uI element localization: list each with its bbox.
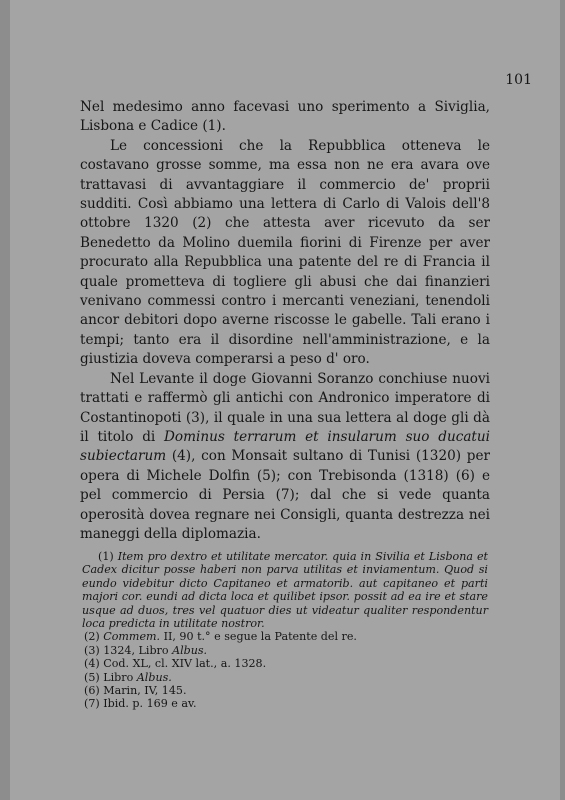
footnote-7-text: Ibid. p. 169 e av. [103,697,197,711]
footnote-6-text: Marin, IV, 145. [103,684,187,698]
footnote-2-number: (2) [84,630,100,644]
footnotes [82,550,488,711]
footnote-2 [82,630,488,643]
footnote-1-text: Item pro dextro et utilitate mercator. quia in Sivilia et Lisbona et Cadex dicitur posse haberi non parva utilitas et inviamentum. Quod si eundo videbitur dicto Capitaneo et armatorib. aut capitaneo et parti majori cor. eundi ad dicta loca et quilibet ipsor. possit ad ea ire et stare usque ad duos, tres vel quatuor dies ut videatur qualiter respondentur loca predicta in utilitate nostror. [82,550,488,631]
main-text [80,98,490,544]
paragraph-3-part-1: Nel Levante il doge Giovanni Soranzo conchiuse nuovi trattati e raffermò gli antichi con Andronico imperatore di Costantinopoti (3), il quale in una sua lettera al doge gli dà il titolo di [80,370,490,445]
footnote-6-number: (6) [84,684,100,698]
footnote-3 [82,644,488,657]
paragraph-3 [80,370,490,545]
footnote-1-number: (1) [98,550,114,563]
footnote-2-text: II, 90 t.° e segue la Patente del re. [160,630,357,644]
page-number: 101 [505,72,532,88]
footnote-3-source: Albus. [172,643,208,657]
footnote-5-number: (5) [84,670,100,684]
footnote-2-source: Commem. [103,630,161,644]
paragraph-3-part-2: (4), con Monsait sultano di Tunisi (1320) per opera di Michele Dolfin (5); con Trebisonda (1318) (6) e pel commercio di Persia (7); dal che si vede quanta operosità dovea regnare nei Consigli, quanta destrezza nei maneggi della diplomazia. [80,448,490,542]
footnote-5-text: Libro [103,670,137,684]
footnote-7 [82,697,488,710]
footnote-4-text: Cod. XL, cl. XIV lat., a. 1328. [103,657,267,671]
book-page [10,0,560,800]
footnote-4-number: (4) [84,657,100,671]
footnote-3-text: 1324, Libro [103,643,173,657]
footnote-5-source: Albus. [136,670,172,684]
footnote-4 [82,657,488,670]
footnote-7-number: (7) [84,697,100,711]
latin-title-quote: Dominus terrarum et insularum suo ducatui subiectarum [80,428,490,465]
footnote-1 [82,550,488,630]
paragraph-1: Nel medesimo anno facevasi uno sperimento a Siviglia, Lisbona e Cadice (1). [80,99,490,135]
footnote-6 [82,684,488,697]
footnote-3-number: (3) [84,643,100,657]
paragraph-2: Le concessioni che la Repubblica otteneva le costavano grosse somme, ma essa non ne era avara ove trattavasi di avvantaggiare il commercio de' proprii sudditi. Così abbiamo una lettera di Carlo di Valois dell'8 ottobre 1320 (2) che attesta aver ricevuto da ser Benedetto da Molino duemila fiorini di Firenze per aver procurato alla Repubblica una patente del re di Francia il quale prometteva di togliere gli abusi che dai finanzieri venivano commessi contro i mercanti veneziani, tenendoli ancor debitori dopo averne riscosse le gabelle. Tali erano i tempi; tanto era il disordine nell'amministrazione, e la giustizia doveva comperarsi a peso d' oro. [80,137,490,368]
footnote-5 [82,671,488,684]
